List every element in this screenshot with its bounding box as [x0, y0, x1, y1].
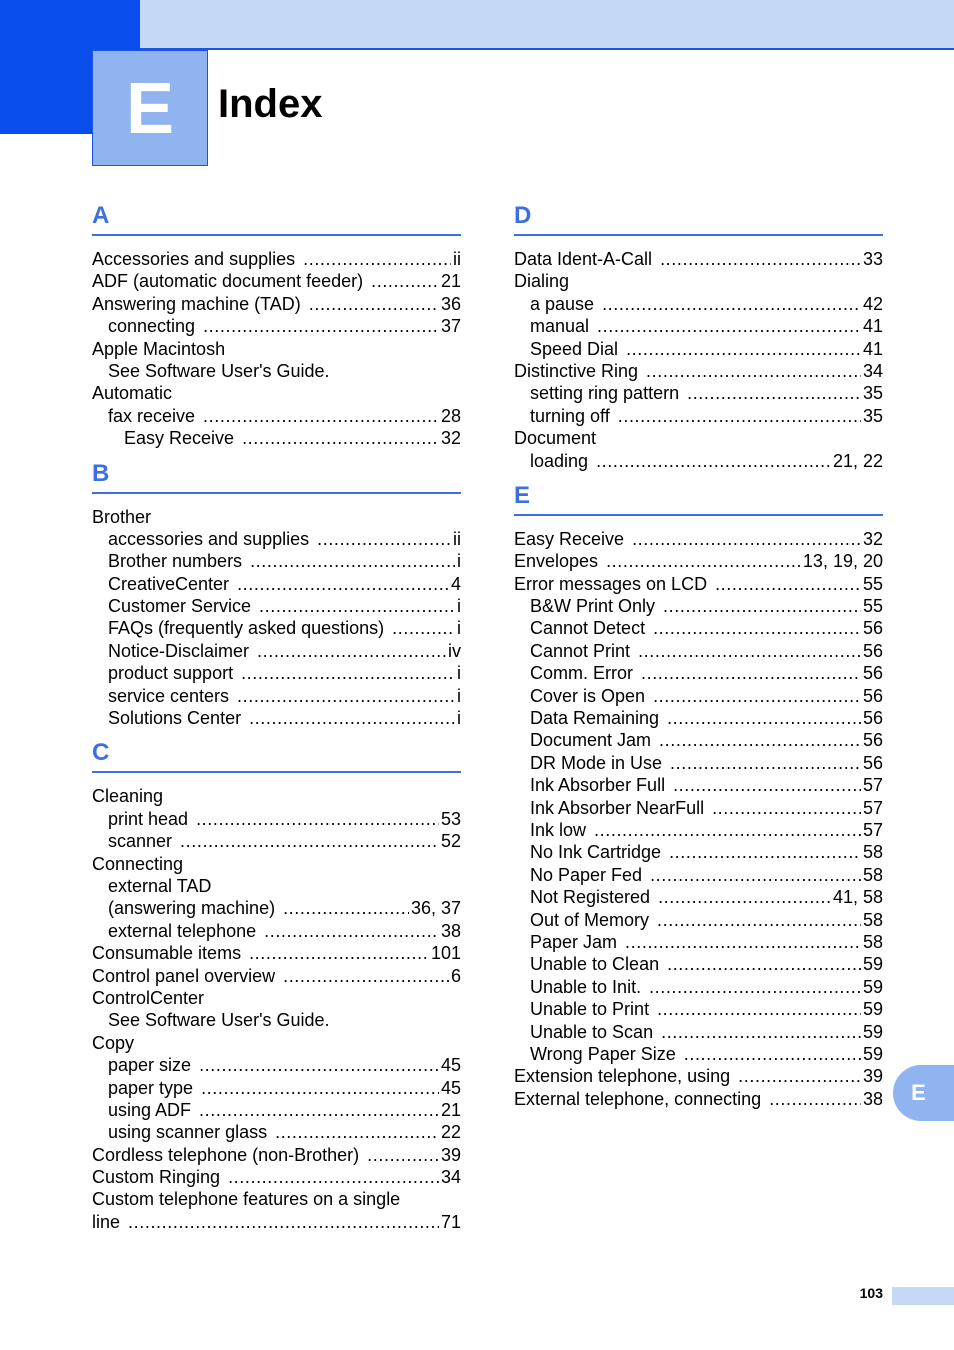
page-reference[interactable]: 41: [862, 316, 883, 337]
dot-leader: [641, 662, 861, 684]
index-term: Brother: [92, 506, 152, 527]
index-entry: [92, 338, 461, 360]
index-entry[interactable]: [514, 953, 883, 975]
index-term: manual: [530, 316, 590, 337]
index-term: paper type: [108, 1077, 194, 1098]
dot-leader: [632, 528, 861, 550]
page-reference[interactable]: 55: [862, 573, 883, 594]
index-entry[interactable]: [514, 707, 883, 729]
page-reference[interactable]: 39: [440, 1144, 461, 1165]
index-term: Unable to Scan: [530, 1021, 654, 1042]
index-entry[interactable]: [92, 1054, 461, 1076]
index-term: Apple Macintosh: [92, 338, 226, 359]
index-entry[interactable]: [514, 405, 883, 427]
page-reference[interactable]: 58: [862, 931, 883, 952]
dot-leader: [646, 360, 861, 382]
index-entry[interactable]: [514, 729, 883, 751]
dot-leader: [309, 293, 439, 315]
index-entry[interactable]: [514, 293, 883, 315]
page-reference[interactable]: 55: [862, 596, 883, 617]
page-reference[interactable]: 56: [862, 685, 883, 706]
page-reference[interactable]: i: [457, 685, 461, 706]
index-term: Error messages on LCD: [514, 573, 708, 594]
dot-leader: [687, 382, 861, 404]
header-band: [0, 0, 954, 50]
dot-leader: [199, 1099, 439, 1121]
page-reference[interactable]: 4: [450, 573, 461, 594]
dot-leader: [196, 808, 439, 830]
index-term: Automatic: [92, 383, 173, 404]
index-entry: [92, 1009, 461, 1031]
index-term: Brother numbers: [108, 551, 243, 572]
index-entry[interactable]: [514, 617, 883, 639]
index-entry[interactable]: [92, 1144, 461, 1166]
index-term: Connecting: [92, 853, 184, 874]
dot-leader: [670, 752, 861, 774]
index-entry: [92, 1032, 461, 1054]
index-term: No Paper Fed: [530, 864, 643, 885]
section-heading: C: [92, 737, 461, 773]
dot-leader: [203, 405, 439, 427]
index-entry: [514, 270, 883, 292]
index-term: Cannot Print: [530, 640, 631, 661]
index-term: (answering machine): [108, 898, 276, 919]
dot-leader: [199, 1054, 439, 1076]
dot-leader: [371, 270, 439, 292]
index-term: Cannot Detect: [530, 618, 646, 639]
dot-leader: [596, 450, 831, 472]
index-term: Easy Receive: [514, 528, 625, 549]
index-term: Not Registered: [530, 887, 651, 908]
index-term: paper size: [108, 1055, 192, 1076]
dot-leader: [594, 819, 861, 841]
index-term: Data Remaining: [530, 708, 660, 729]
index-term: Data Ident-A-Call: [514, 249, 653, 269]
index-term: Cleaning: [92, 786, 164, 807]
page-reference[interactable]: 58: [862, 909, 883, 930]
dot-leader: [241, 662, 455, 684]
dot-leader: [237, 685, 455, 707]
page-reference[interactable]: 34: [862, 360, 883, 381]
index-term: external TAD: [108, 875, 212, 896]
dot-leader: [649, 976, 861, 998]
page-reference[interactable]: 32: [862, 528, 883, 549]
index-term: Custom Ringing: [92, 1167, 221, 1188]
page-reference[interactable]: 37: [440, 316, 461, 337]
dot-leader: [392, 617, 455, 639]
index-term: Out of Memory: [530, 909, 650, 930]
index-term: fax receive: [108, 405, 196, 426]
page-reference[interactable]: 53: [440, 808, 461, 829]
index-entry[interactable]: [514, 573, 883, 595]
dot-leader: [264, 920, 439, 942]
index-term: line: [92, 1211, 121, 1232]
index-entry[interactable]: [514, 1043, 883, 1065]
index-term: Custom telephone features on a single: [92, 1189, 401, 1210]
section-heading: E: [514, 480, 883, 516]
page-reference[interactable]: 58: [862, 842, 883, 863]
dot-leader: [250, 550, 455, 572]
dot-leader: [317, 528, 451, 550]
page-reference[interactable]: 56: [862, 663, 883, 684]
index-section: [92, 200, 461, 450]
index-entry[interactable]: [92, 897, 461, 919]
index-term: Document: [514, 428, 597, 449]
page-reference[interactable]: 32: [440, 428, 461, 449]
dot-leader: [228, 1166, 439, 1188]
dot-leader: [667, 707, 861, 729]
dot-leader: [658, 886, 831, 908]
index-term: ControlCenter: [92, 987, 205, 1008]
index-term: scanner: [108, 831, 173, 852]
index-term: Distinctive Ring: [514, 360, 639, 381]
page-reference[interactable]: 21: [440, 1099, 461, 1120]
index-entry[interactable]: [92, 293, 461, 315]
dot-leader: [249, 942, 429, 964]
index-entry[interactable]: [514, 338, 883, 360]
dot-leader: [712, 797, 861, 819]
index-entry[interactable]: [514, 1065, 883, 1087]
dot-leader: [738, 1065, 861, 1087]
dot-leader: [663, 595, 861, 617]
dot-leader: [657, 998, 861, 1020]
index-term: Extension telephone, using: [514, 1066, 731, 1087]
page-reference[interactable]: 42: [862, 293, 883, 314]
index-entry[interactable]: [514, 797, 883, 819]
page-reference[interactable]: 33: [862, 249, 883, 269]
dot-leader: [275, 1121, 439, 1143]
index-entry[interactable]: [92, 405, 461, 427]
page-reference[interactable]: 57: [862, 775, 883, 796]
index-entry[interactable]: [514, 550, 883, 572]
dot-leader: [660, 248, 861, 270]
index-term: Accessories and supplies: [92, 249, 296, 269]
dot-leader: [367, 1144, 439, 1166]
index-term: Ink Absorber Full: [530, 775, 666, 796]
page-reference[interactable]: 59: [862, 999, 883, 1020]
index-entry[interactable]: [92, 707, 461, 729]
page-reference[interactable]: 35: [862, 383, 883, 404]
index-entry[interactable]: [92, 640, 461, 662]
index-term: CreativeCenter: [108, 573, 230, 594]
index-term: Answering machine (TAD): [92, 293, 301, 314]
index-column-right: [514, 200, 883, 1118]
chapter-side-tab[interactable]: E: [893, 1065, 954, 1121]
dot-leader: [237, 573, 449, 595]
page-reference[interactable]: iv: [448, 640, 461, 661]
dot-leader: [626, 338, 861, 360]
index-entry[interactable]: [92, 965, 461, 987]
index-term: Cordless telephone (non-Brother): [92, 1144, 360, 1165]
index-entry: [92, 506, 461, 528]
index-term: FAQs (frequently asked questions): [108, 618, 385, 639]
index-entry[interactable]: [514, 864, 883, 886]
index-term: Copy: [92, 1032, 135, 1053]
dot-leader: [769, 1088, 861, 1110]
index-entry: [514, 427, 883, 449]
index-term: turning off: [530, 405, 610, 426]
index-term: service centers: [108, 685, 230, 706]
page-reference[interactable]: 56: [862, 708, 883, 729]
page-reference[interactable]: 41, 58: [832, 887, 883, 908]
index-term: Unable to Init.: [530, 976, 642, 997]
index-entry[interactable]: [92, 550, 461, 572]
index-term: Wrong Paper Size: [530, 1043, 676, 1064]
index-term: using ADF: [108, 1099, 192, 1120]
page-reference[interactable]: 36, 37: [410, 898, 461, 919]
index-entry[interactable]: [92, 573, 461, 595]
page-reference[interactable]: 56: [862, 730, 883, 751]
dot-leader: [242, 427, 439, 449]
index-term: DR Mode in Use: [530, 752, 663, 773]
dot-leader: [618, 405, 861, 427]
page-reference[interactable]: 38: [440, 920, 461, 941]
dot-leader: [650, 864, 861, 886]
index-entry[interactable]: [514, 595, 883, 617]
index-entry[interactable]: [514, 931, 883, 953]
page-reference[interactable]: i: [457, 708, 461, 729]
index-term: product support: [108, 663, 234, 684]
index-entry: [92, 382, 461, 404]
index-entry[interactable]: [514, 1088, 883, 1110]
index-entry[interactable]: [92, 427, 461, 449]
page-reference[interactable]: 28: [440, 405, 461, 426]
index-term: setting ring pattern: [530, 383, 680, 404]
index-term: No Ink Cartridge: [530, 842, 662, 863]
index-entry[interactable]: [514, 976, 883, 998]
index-entry: [92, 853, 461, 875]
page-reference[interactable]: 56: [862, 618, 883, 639]
index-entry: [92, 1188, 461, 1210]
dot-leader: [602, 293, 861, 315]
page-reference[interactable]: 38: [862, 1088, 883, 1109]
index-entry[interactable]: [514, 685, 883, 707]
page-reference[interactable]: 45: [440, 1077, 461, 1098]
index-entry[interactable]: [92, 830, 461, 852]
page-reference[interactable]: i: [457, 663, 461, 684]
page-reference[interactable]: 52: [440, 831, 461, 852]
index-entry[interactable]: [514, 450, 883, 472]
section-heading: B: [92, 458, 461, 494]
index-term: print head: [108, 808, 189, 829]
index-term: Customer Service: [108, 596, 252, 617]
index-term: Ink Absorber NearFull: [530, 797, 705, 818]
index-entry: [92, 785, 461, 807]
index-entry[interactable]: [92, 1099, 461, 1121]
index-entry[interactable]: [92, 1121, 461, 1143]
index-entry[interactable]: [514, 841, 883, 863]
dot-leader: [657, 909, 861, 931]
page-reference[interactable]: 56: [862, 752, 883, 773]
page-reference[interactable]: ii: [453, 528, 461, 549]
index-entry[interactable]: [92, 595, 461, 617]
index-entry[interactable]: [92, 248, 461, 270]
page-reference[interactable]: i: [457, 596, 461, 617]
index-entry[interactable]: [514, 315, 883, 337]
index-term: external telephone: [108, 920, 257, 941]
dot-leader: [257, 640, 446, 662]
page-reference[interactable]: 57: [862, 819, 883, 840]
dot-leader: [625, 931, 861, 953]
index-term: ADF (automatic document feeder): [92, 271, 364, 292]
index-section: [514, 200, 883, 472]
index-entry: [92, 360, 461, 382]
dot-leader: [606, 550, 801, 572]
index-entry[interactable]: [514, 909, 883, 931]
index-term: loading: [530, 450, 589, 471]
dot-leader: [638, 640, 861, 662]
page-reference[interactable]: i: [457, 618, 461, 639]
index-term: Envelopes: [514, 551, 599, 572]
index-term: Control panel overview: [92, 965, 276, 986]
page-reference[interactable]: 71: [440, 1211, 461, 1232]
index-term: Unable to Clean: [530, 954, 660, 975]
index-entry[interactable]: [92, 808, 461, 830]
index-entry[interactable]: [92, 617, 461, 639]
index-term: Document Jam: [530, 730, 652, 751]
index-term: connecting: [108, 316, 196, 337]
index-section: [514, 480, 883, 1110]
index-term: Easy Receive: [124, 428, 235, 449]
index-section: [92, 458, 461, 730]
dot-leader: [128, 1211, 439, 1233]
page-reference[interactable]: 59: [862, 954, 883, 975]
dot-leader: [597, 315, 861, 337]
index-entry[interactable]: [514, 998, 883, 1020]
dot-leader: [249, 707, 455, 729]
dot-leader: [283, 965, 449, 987]
page-reference[interactable]: 58: [862, 864, 883, 885]
index-entry[interactable]: [92, 270, 461, 292]
page-reference[interactable]: 21, 22: [832, 450, 883, 471]
page-reference[interactable]: 36: [440, 293, 461, 314]
index-term: Unable to Print: [530, 999, 650, 1020]
index-entry[interactable]: [92, 662, 461, 684]
dot-leader: [653, 685, 861, 707]
page-reference[interactable]: 41: [862, 338, 883, 359]
dot-leader: [715, 573, 861, 595]
page-reference[interactable]: 59: [862, 976, 883, 997]
index-column-left: [92, 200, 461, 1241]
section-heading: A: [92, 200, 461, 236]
dot-leader: [659, 729, 861, 751]
index-entry[interactable]: [92, 685, 461, 707]
dot-leader: [667, 953, 861, 975]
page-reference[interactable]: 101: [430, 943, 461, 964]
dot-leader: [180, 830, 439, 852]
index-entry[interactable]: [514, 248, 883, 270]
page-reference[interactable]: 56: [862, 640, 883, 661]
dot-leader: [201, 1077, 439, 1099]
index-entry[interactable]: [92, 920, 461, 942]
dot-leader: [259, 595, 455, 617]
index-term: Solutions Center: [108, 708, 242, 729]
footer-bar: [892, 1287, 954, 1305]
page-reference[interactable]: i: [457, 551, 461, 572]
index-term: External telephone, connecting: [514, 1088, 762, 1109]
index-entry[interactable]: [514, 752, 883, 774]
index-entry[interactable]: [92, 942, 461, 964]
index-entry[interactable]: [514, 774, 883, 796]
index-entry[interactable]: [92, 315, 461, 337]
index-term: Comm. Error: [530, 663, 633, 684]
index-entry[interactable]: [514, 662, 883, 684]
index-term: Cover is Open: [530, 685, 646, 706]
page-reference[interactable]: 13, 19, 20: [802, 551, 883, 572]
index-term: Paper Jam: [530, 931, 618, 952]
page-reference[interactable]: 59: [862, 1021, 883, 1042]
dot-leader: [283, 897, 409, 919]
page-reference[interactable]: 57: [862, 797, 883, 818]
index-entry[interactable]: [92, 1211, 461, 1233]
dot-leader: [303, 248, 451, 270]
page-reference[interactable]: ii: [453, 249, 461, 269]
index-term: Notice-Disclaimer: [108, 640, 250, 661]
index-entry: [92, 987, 461, 1009]
dot-leader: [661, 1021, 861, 1043]
page-reference[interactable]: 34: [440, 1167, 461, 1188]
index-entry[interactable]: [514, 382, 883, 404]
index-entry[interactable]: [514, 360, 883, 382]
index-entry[interactable]: [92, 528, 461, 550]
index-term: Speed Dial: [530, 338, 619, 359]
index-entry: [92, 875, 461, 897]
page-reference[interactable]: 35: [862, 405, 883, 426]
section-heading: D: [514, 200, 883, 236]
index-term: See Software User's Guide.: [108, 1010, 330, 1031]
index-term: B&W Print Only: [530, 596, 656, 617]
index-term: Dialing: [514, 271, 570, 292]
index-term: Ink low: [530, 819, 587, 840]
index-term: using scanner glass: [108, 1122, 268, 1143]
page-reference[interactable]: 22: [440, 1122, 461, 1143]
index-entry[interactable]: [514, 1021, 883, 1043]
index-section: [92, 737, 461, 1233]
page-reference[interactable]: 6: [450, 965, 461, 986]
dot-leader: [684, 1043, 861, 1065]
page-reference[interactable]: 21: [440, 271, 461, 292]
index-entry[interactable]: [92, 1077, 461, 1099]
chapter-letter-box: E: [92, 50, 208, 166]
index-entry[interactable]: [92, 1166, 461, 1188]
index-entry[interactable]: [514, 640, 883, 662]
index-entry[interactable]: [514, 528, 883, 550]
index-entry[interactable]: [514, 819, 883, 841]
index-term: a pause: [530, 293, 595, 314]
dot-leader: [673, 774, 861, 796]
dot-leader: [653, 617, 861, 639]
index-term: Consumable items: [92, 943, 242, 964]
dot-leader: [203, 315, 439, 337]
page-reference[interactable]: 39: [862, 1066, 883, 1087]
dot-leader: [669, 841, 861, 863]
index-entry[interactable]: [514, 886, 883, 908]
index-term: See Software User's Guide.: [108, 360, 330, 381]
page-reference[interactable]: 45: [440, 1055, 461, 1076]
page-reference[interactable]: 59: [862, 1043, 883, 1064]
page-title: Index: [218, 82, 323, 126]
page-number: 103: [859, 1285, 883, 1301]
index-term: accessories and supplies: [108, 528, 310, 549]
